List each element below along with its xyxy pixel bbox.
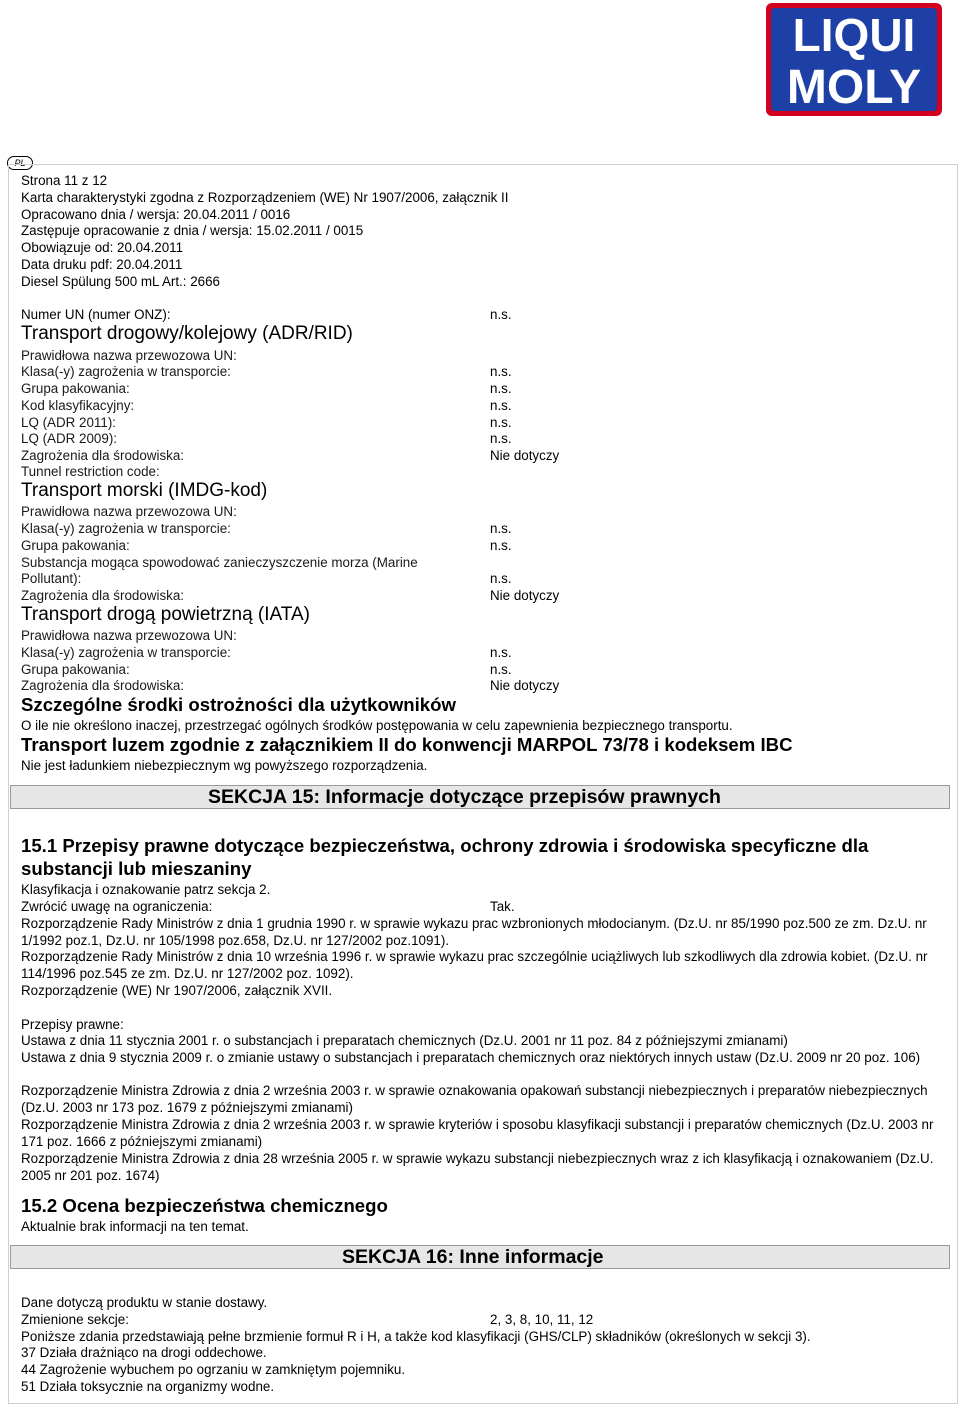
legal-label: Przepisy prawne: (21, 1017, 124, 1032)
legal-item: Rozporządzenie Ministra Zdrowia z dnia 2 września 2003 r. w sprawie oznakowania opakowań substancji niebezpiecznych i preparatów niebezpiecznych (Dz.U. 2003 nr 173 poz. 1679 z późniejszymi zmianami) (21, 1083, 928, 1115)
section-15-title: SEKCJA 15: Informacje dotyczące przepisów prawnych (208, 786, 721, 808)
iata-value: n.s. (490, 662, 512, 677)
adr-value: n.s. (490, 381, 512, 396)
phrases-intro: Poniższe zdania przedstawiają pełne brzmienie formuł R i H, a także kod klasyfikacji (GHS/CLP) składników (określonych w sekcji 3). (21, 1329, 811, 1344)
adr-value: n.s. (490, 398, 512, 413)
adr-value: n.s. (490, 415, 512, 430)
regulation-item: Rozporządzenie (WE) Nr 1907/2006, załącznik XVII. (21, 983, 333, 998)
header-line: Strona 11 z 12 (21, 173, 108, 188)
adr-value: n.s. (490, 364, 512, 379)
phrase-item: 51 Działa toksycznie na organizmy wodne. (21, 1379, 275, 1394)
regulation-item: Rozporządzenie Rady Ministrów z dnia 10 września 1996 r. w sprawie wykazu prac szczególnie uciążliwych lub szkodliwych dla zdrowia kobiet. (Dz.U. nr 114/1996 poz.545 ze zm. Dz.U. nr 127/2002 poz. 1092). (21, 949, 928, 981)
section-16-title: SEKCJA 16: Inne informacje (342, 1246, 604, 1268)
header-line: Diesel Spülung 500 mL Art.: 2666 (21, 274, 221, 289)
header-line: Opracowano dnia / wersja: 20.04.2011 / 0016 (21, 207, 291, 222)
classification-text: Klasyfikacja i oznakowanie patrz sekcja 2. (21, 882, 271, 897)
restrictions-label: Zwrócić uwagę na ograniczenia: (21, 899, 213, 914)
un-number-value: n.s. (490, 307, 512, 322)
iata-label: Klasa(-y) zagrożenia w transporcie: (21, 645, 231, 660)
adr-label: Zagrożenia dla środowiska: (21, 448, 185, 463)
imdg-label: Klasa(-y) zagrożenia w transporcie: (21, 521, 231, 536)
changed-sections-label: Zmienione sekcje: (21, 1312, 129, 1327)
liqui-moly-logo (766, 3, 942, 116)
iata-label: Grupa pakowania: (21, 662, 130, 677)
precautions-text: O ile nie określono inaczej, przestrzegać ogólnych środków postępowania w celu zapewnienia bezpiecznego transportu. (21, 718, 733, 733)
adr-label: Tunnel restriction code: (21, 464, 160, 479)
section-15-1-title-line1: 15.1 Przepisy prawne dotyczące bezpieczeństwa, ochrony zdrowia i środowiska specyficzne dla (21, 835, 869, 856)
changed-sections-value: 2, 3, 8, 10, 11, 12 (490, 1312, 594, 1327)
adr-label: Kod klasyfikacyjny: (21, 398, 135, 413)
iata-value: n.s. (490, 645, 512, 660)
adr-value: Nie dotyczy (490, 448, 560, 463)
legal-item: Rozporządzenie Ministra Zdrowia z dnia 28 września 2005 r. w sprawie wykazu substancji niebezpiecznych wraz z ich klasyfikacją i oznakowaniem (Dz.U. 2005 nr 201 poz. 1674) (21, 1151, 934, 1183)
imdg-label: Substancja mogąca spowodować zanieczyszczenie morza (Marine (21, 555, 418, 570)
language-badge: PL (7, 156, 33, 170)
imdg-label: Pollutant): (21, 571, 82, 586)
header-line: Zastępuje opracowanie z dnia / wersja: 15.02.2011 / 0015 (21, 223, 364, 238)
imdg-label: Grupa pakowania: (21, 538, 130, 553)
adr-label: Prawidłowa nazwa przewozowa UN: (21, 348, 237, 363)
delivery-text: Dane dotyczą produktu w stanie dostawy. (21, 1295, 268, 1310)
adr-label: Klasa(-y) zagrożenia w transporcie: (21, 364, 231, 379)
adr-label: Grupa pakowania: (21, 381, 130, 396)
iata-value: Nie dotyczy (490, 678, 560, 693)
legal-item: Rozporządzenie Ministra Zdrowia z dnia 2 września 2003 r. w sprawie kryteriów i sposobu klasyfikacji substancji i preparatów chemicznych (Dz.U. 2003 nr 171 poz. 1666 z późniejszymi zmianami) (21, 1117, 934, 1149)
imdg-label: Zagrożenia dla środowiska: (21, 588, 185, 603)
imdg-value: n.s. (490, 538, 512, 553)
legal-item: Ustawa z dnia 11 stycznia 2001 r. o substancjach i preparatach chemicznych (Dz.U. 2001 nr 11 poz. 84 z późniejszymi zmianami) (21, 1033, 788, 1048)
adr-label: LQ (ADR 2009): (21, 431, 118, 446)
iata-label: Zagrożenia dla środowiska: (21, 678, 185, 693)
section-15-2-text: Aktualnie brak informacji na ten temat. (21, 1219, 249, 1234)
imdg-value: n.s. (490, 571, 512, 586)
logo-line1: LIQUI (792, 9, 916, 61)
header-line: Data druku pdf: 20.04.2011 (21, 257, 183, 272)
adr-value: n.s. (490, 431, 512, 446)
section-15-header (10, 785, 950, 809)
section-15-1-title-line2: substancji lub mieszaniny (21, 858, 252, 879)
header-line: Karta charakterystyki zgodna z Rozporządzeniem (WE) Nr 1907/2006, załącznik II (21, 190, 509, 205)
un-number-label: Numer UN (numer ONZ): (21, 307, 171, 322)
marpol-title: Transport luzem zgodnie z załącznikiem II do konwencji MARPOL 73/78 i kodeksem IBC (21, 734, 793, 755)
phrase-item: 37 Działa drażniąco na drogi oddechowe. (21, 1345, 267, 1360)
adr-label: LQ (ADR 2011): (21, 415, 117, 430)
iata-label: Prawidłowa nazwa przewozowa UN: (21, 628, 237, 643)
imdg-title: Transport morski (IMDG-kod) (21, 480, 268, 501)
section-15-2-title: 15.2 Ocena bezpieczeństwa chemicznego (21, 1195, 388, 1216)
restrictions-value: Tak. (490, 899, 515, 914)
logo-line2: MOLY (786, 61, 922, 114)
legal-item: Ustawa z dnia 9 stycznia 2009 r. o zmianie ustawy o substancjach i preparatach chemicznych oraz niektórych innych ustaw (Dz.U. 2009 nr 20 poz. 106) (21, 1050, 921, 1065)
marpol-text: Nie jest ładunkiem niebezpiecznym wg powyższego rozporządzenia. (21, 758, 428, 773)
precautions-title: Szczególne środki ostrożności dla użytkowników (21, 694, 456, 715)
imdg-value: Nie dotyczy (490, 588, 560, 603)
adr-title: Transport drogowy/kolejowy (ADR/RID) (21, 323, 353, 344)
regulation-item: Rozporządzenie Rady Ministrów z dnia 1 grudnia 1990 r. w sprawie wykazu prac wzbronionych młodocianym. (Dz.U. nr 85/1990 poz.500 ze zm. Dz.U. nr 1/1992 poz.1, Dz.U. nr 105/1998 poz.658, Dz.U. nr 127/2002 poz.1091). (21, 916, 927, 948)
imdg-value: n.s. (490, 521, 512, 536)
phrase-item: 44 Zagrożenie wybuchem po ogrzaniu w zamkniętym pojemniku. (21, 1362, 406, 1377)
header-line: Obowiązuje od: 20.04.2011 (21, 240, 184, 255)
section-16-header (10, 1245, 950, 1269)
imdg-label: Prawidłowa nazwa przewozowa UN: (21, 504, 237, 519)
iata-title: Transport drogą powietrzną (IATA) (21, 604, 310, 625)
